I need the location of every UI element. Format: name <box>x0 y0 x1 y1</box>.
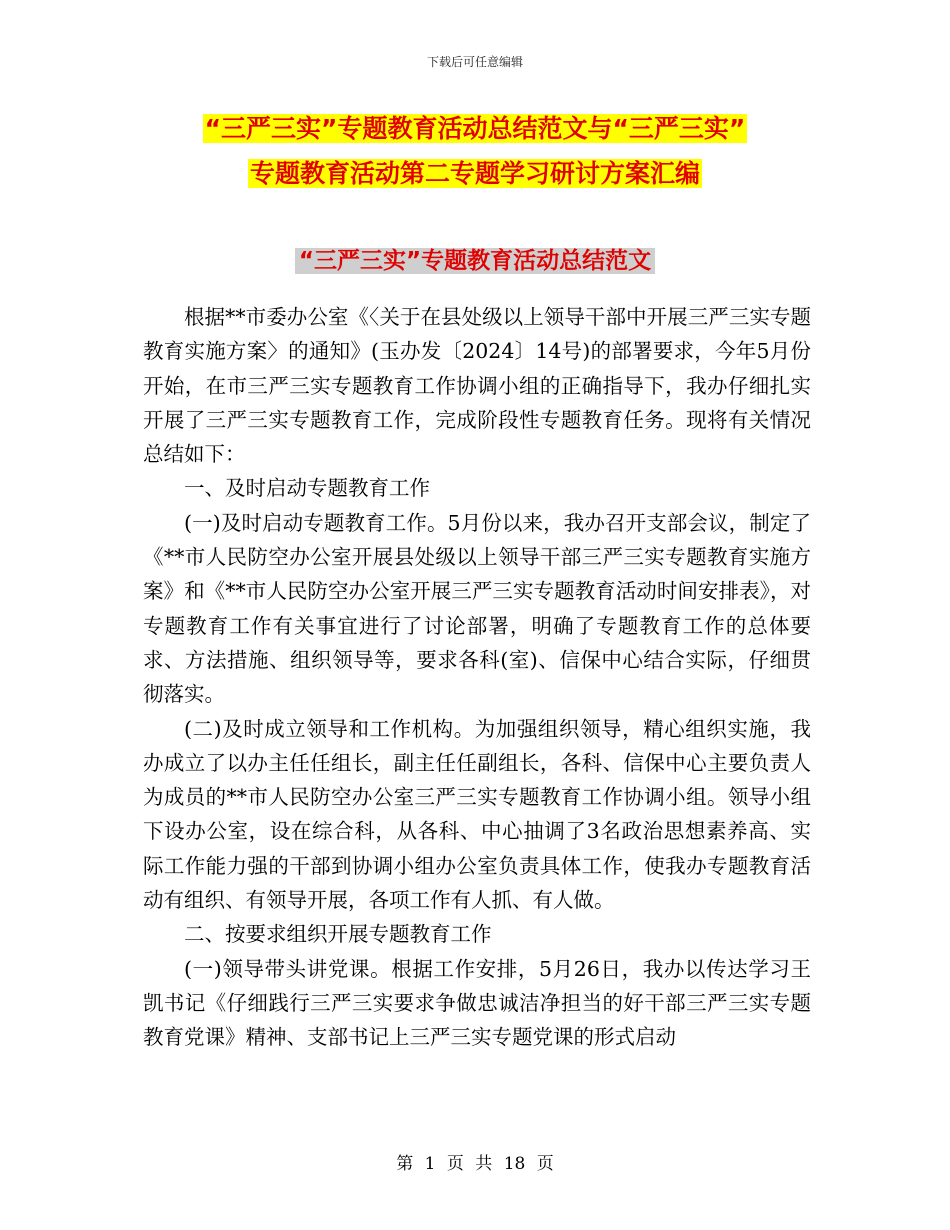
document-title-line-1 <box>0 112 950 146</box>
section-title <box>0 245 950 277</box>
document-body <box>143 300 811 1055</box>
paragraph-leaders-lecture: (一)领导带头讲党课。根据工作安排，5月26日，我办以传达学习王凯书记《仔细践行三严三实要求争做忠诚洁净担当的好干部三严三实专题教育党课》精神、支部书记上三严三实专题党课的形式启动 <box>143 956 811 1050</box>
paragraph-start-work: (一)及时启动专题教育工作。5月份以来，我办召开支部会议，制定了《**市人民防空办公室开展县处级以上领导干部三严三实专题教育实施方案》和《**市人民防空办公室开展三严三实专题教育活动时间安排表》，对专题教育工作有关事宜进行了讨论部署，明确了专题教育工作的总体要求、方法措施、组织领导等，要求各科(室)、信保中心结合实际，仔细贯彻落实。 <box>143 510 811 707</box>
heading-part-one: 一、及时启动专题教育工作 <box>184 476 430 501</box>
section-title-text: “三严三实”专题教育活动总结范文 <box>295 248 655 274</box>
page-header-note: 下载后可任意编辑 <box>426 55 523 69</box>
paragraph-establish-org: (二)及时成立领导和工作机构。为加强组织领导，精心组织实施，我办成立了以办主任任组长，副主任任副组长，各科、信保中心主要负责人为成员的**市人民防空办公室三严三实专题教育工作协调小组。领导小组下设办公室，设在综合科，从各科、中心抽调了3名政治思想素养高、实际工作能力强的干部到协调小组办公室负责具体工作，使我办专题教育活动有组织、有领导开展，各项工作有人抓、有人做。 <box>143 716 811 913</box>
heading-part-two: 二、按要求组织开展专题教育工作 <box>184 922 492 947</box>
document-title-line-1-text: “三严三实”专题教育活动总结范文与“三严三实” <box>204 114 746 143</box>
document-title-line-2 <box>0 157 950 191</box>
paragraph-intro: 根据**市委办公室《〈关于在县处级以上领导干部中开展三严三实专题教育实施方案〉的通知》(玉办发〔2024〕14号)的部署要求，今年5月份开始，在市三严三实专题教育工作协调小组的正确指导下，我办仔细扎实开展了三严三实专题教育工作，完成阶段性专题教育任务。现将有关情况总结如下： <box>143 305 811 467</box>
page-footer: 第 1 页 共 18 页 <box>396 1154 554 1174</box>
document-title-line-2-text: 专题教育活动第二专题学习研讨方案汇编 <box>249 159 700 188</box>
